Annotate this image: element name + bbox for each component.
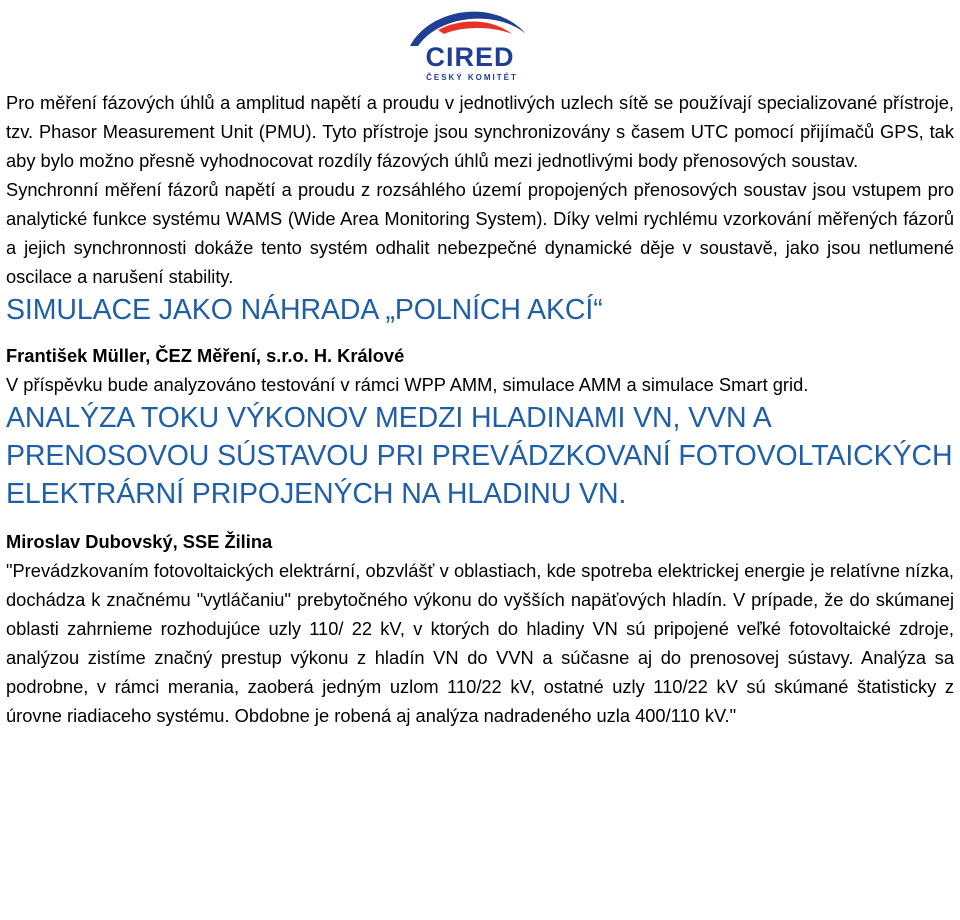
logo-wordmark: CIRED [425, 42, 515, 72]
section-abstract-simulace: V příspěvku bude analyzováno testování v rámci WPP AMM, simulace AMM a simulace Smart grid. [6, 374, 809, 395]
intro-paragraph-wams: Synchronní měření fázorů napětí a proudu z rozsáhlého území propojených přenosových soustav jsou vstupem pro analytické funkce systému WAMS (Wide Area Monitoring System). Díky velmi rychlému vzorkování měřených fázorů a jejich synchronnosti dokáže tento systém odhalit nebezpečné dynamické děje v soustavě, jako jsou netlumené oscilace a narušení stability. [6, 179, 954, 287]
section-title-simulace: SIMULACE JAKO NÁHRADA „POLNÍCH AKCÍ“ [6, 294, 603, 326]
logo-swoosh-blue [410, 12, 526, 46]
intro-paragraph-pmu: Pro měření fázových úhlů a amplitud napětí a proudu v jednotlivých uzlech sítě se používají specializované přístroje, tzv. Phasor Measurement Unit (PMU). Tyto přístroje jsou synchronizovány s časem UTC pomocí přijímačů GPS, tak aby bylo možno přesně vyhodnocovat rozdíly fázových úhlů mezi jednotlivými body přenosových soustav. [6, 92, 954, 171]
logo-subtitle: ČESKÝ KOMITÉT [426, 73, 518, 82]
section-title-analyza: ANALÝZA TOKU VÝKONOV MEDZI HLADINAMI VN, VVN A PRENOSOVOU SÚSTAVOU PRI PREVÁDZKOVANÍ FOTOVOLTAICKÝCH ELEKTRÁRNÍ PRIPOJENÝCH NA HLADINU VN. [6, 402, 953, 510]
section-abstract-analyza: "Prevádzkovaním fotovoltaických elektrární, obzvlášť v oblastiach, kde spotreba elektrickej energie je relatívne nízka, dochádza k značnému "vytláčaniu" prebytočného výkonu do vyšších napäťových hladín. V prípade, že do skúmanej oblasti zahrnieme rozhodujúce uzly 110/ 22 kV, v ktorých do hladiny VN sú pripojené veľké fotovoltaické zdroje, analýzou zistíme značný prestup výkonu z hladín VN do VVN a súčasne aj do prenosovej sústavy. Analýza sa podrobne, v rámci merania, zaoberá jedným uzlom 110/22 kV, ostatné uzly 110/22 kV sú skúmané štatisticky z úrovne riadiaceho systému. Obdobne je robená aj analýza nadradeného uzla 400/110 kV." [6, 560, 954, 726]
cired-logo-graphic [400, 0, 540, 84]
section-author-simulace: František Müller, ČEZ Měření, s.r.o. H. Králové [6, 345, 405, 366]
section-author-analyza: Miroslav Dubovský, SSE Žilina [6, 531, 273, 552]
document-body [6, 88, 954, 730]
cired-logo [400, 0, 540, 84]
